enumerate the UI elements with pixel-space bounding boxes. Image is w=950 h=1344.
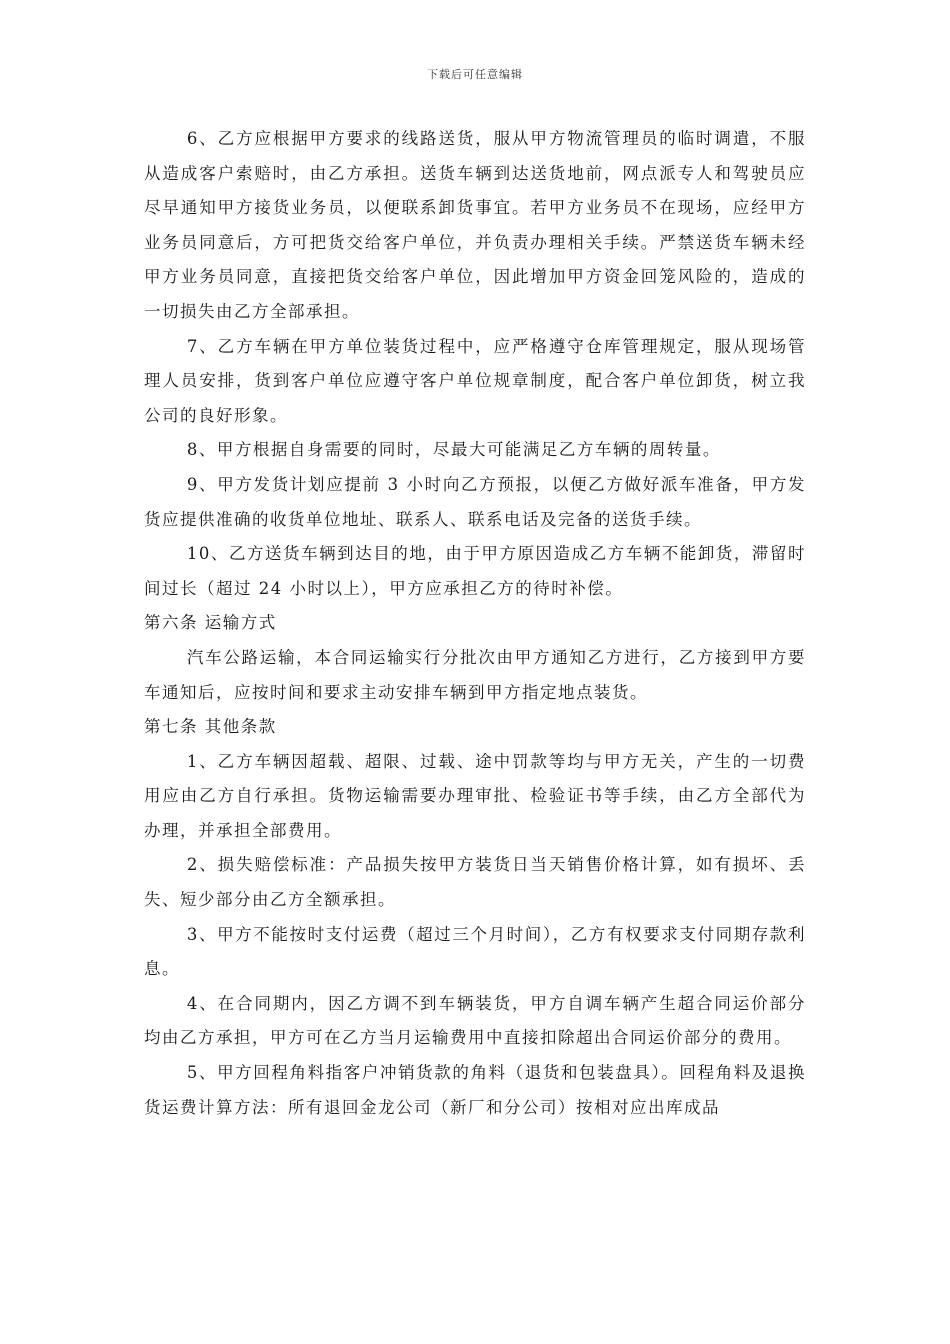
article-7-item-4: 4、在合同期内，因乙方调不到车辆装货，甲方自调车辆产生超合同运价部分均由乙方承担，甲方可在乙方当月运输费用中直接扣除超出合同运价部分的费用。 [144, 993, 806, 1048]
clause-8-paragraph: 8、甲方根据自身需要的同时，尽最大可能满足乙方车辆的周转量。 [186, 440, 721, 460]
clause-10-paragraph: 10、乙方送货车辆到达目的地，由于甲方原因造成乙方车辆不能卸货，滞留时间过长（超过 24 小时以上），甲方应承担乙方的待时补偿。 [144, 544, 806, 598]
clause-6-paragraph: 6、乙方应根据甲方要求的线路送货，服从甲方物流管理员的临时调遣，不服从造成客户索赔时，由乙方承担。送货车辆到达送货地前，网点派专人和驾驶员应尽早通知甲方接货业务员，以便联系卸货事宜。若甲方业务员不在现场，应经甲方业务员同意后，方可把货交给客户单位，并负责办理相关手续。严禁送货车辆未经甲方业务员同意，直接把货交给客户单位，因此增加甲方资金回笼风险的，造成的一切损失由乙方全部承担。 [144, 129, 806, 321]
article-6-paragraph: 汽车公路运输，本合同运输实行分批次由甲方通知乙方进行，乙方接到甲方要车通知后，应按时间和要求主动安排车辆到甲方指定地点装货。 [144, 647, 806, 702]
article-7-heading: 第七条 其他条款 [144, 717, 277, 737]
clause-9-paragraph: 9、甲方发货计划应提前 3 小时向乙方预报，以便乙方做好派车准备，甲方发货应提供准确的收货单位地址、联系人、联系电话及完备的送货手续。 [144, 474, 806, 529]
article-7-item-1: 1、乙方车辆因超载、超限、过载、途中罚款等均与甲方无关，产生的一切费用应由乙方自行承担。货物运输需要办理审批、检验证书等手续，由乙方全部代为办理，并承担全部费用。 [144, 751, 806, 840]
page-header-note: 下载后可任意编辑 [427, 68, 523, 81]
clause-7-paragraph: 7、乙方车辆在甲方单位装货过程中，应严格遵守仓库管理规定，服从现场管理人员安排，货到客户单位应遵守客户单位规章制度，配合客户单位卸货，树立我公司的良好形象。 [144, 336, 806, 425]
article-7-item-3: 3、甲方不能按时支付运费（超过三个月时间），乙方有权要求支付同期存款利息。 [144, 924, 806, 979]
document-body [144, 122, 806, 1125]
article-7-item-5: 5、甲方回程角料指客户冲销货款的角料（退货和包装盘具）。回程角料及退换货运费计算方法：所有退回金龙公司（新厂和分公司）按相对应出库成品 [144, 1063, 806, 1117]
article-7-item-2: 2、损失赔偿标准：产品损失按甲方装货日当天销售价格计算，如有损坏、丢失、短少部分由乙方全额承担。 [144, 855, 806, 910]
article-6-heading: 第六条 运输方式 [144, 613, 277, 633]
